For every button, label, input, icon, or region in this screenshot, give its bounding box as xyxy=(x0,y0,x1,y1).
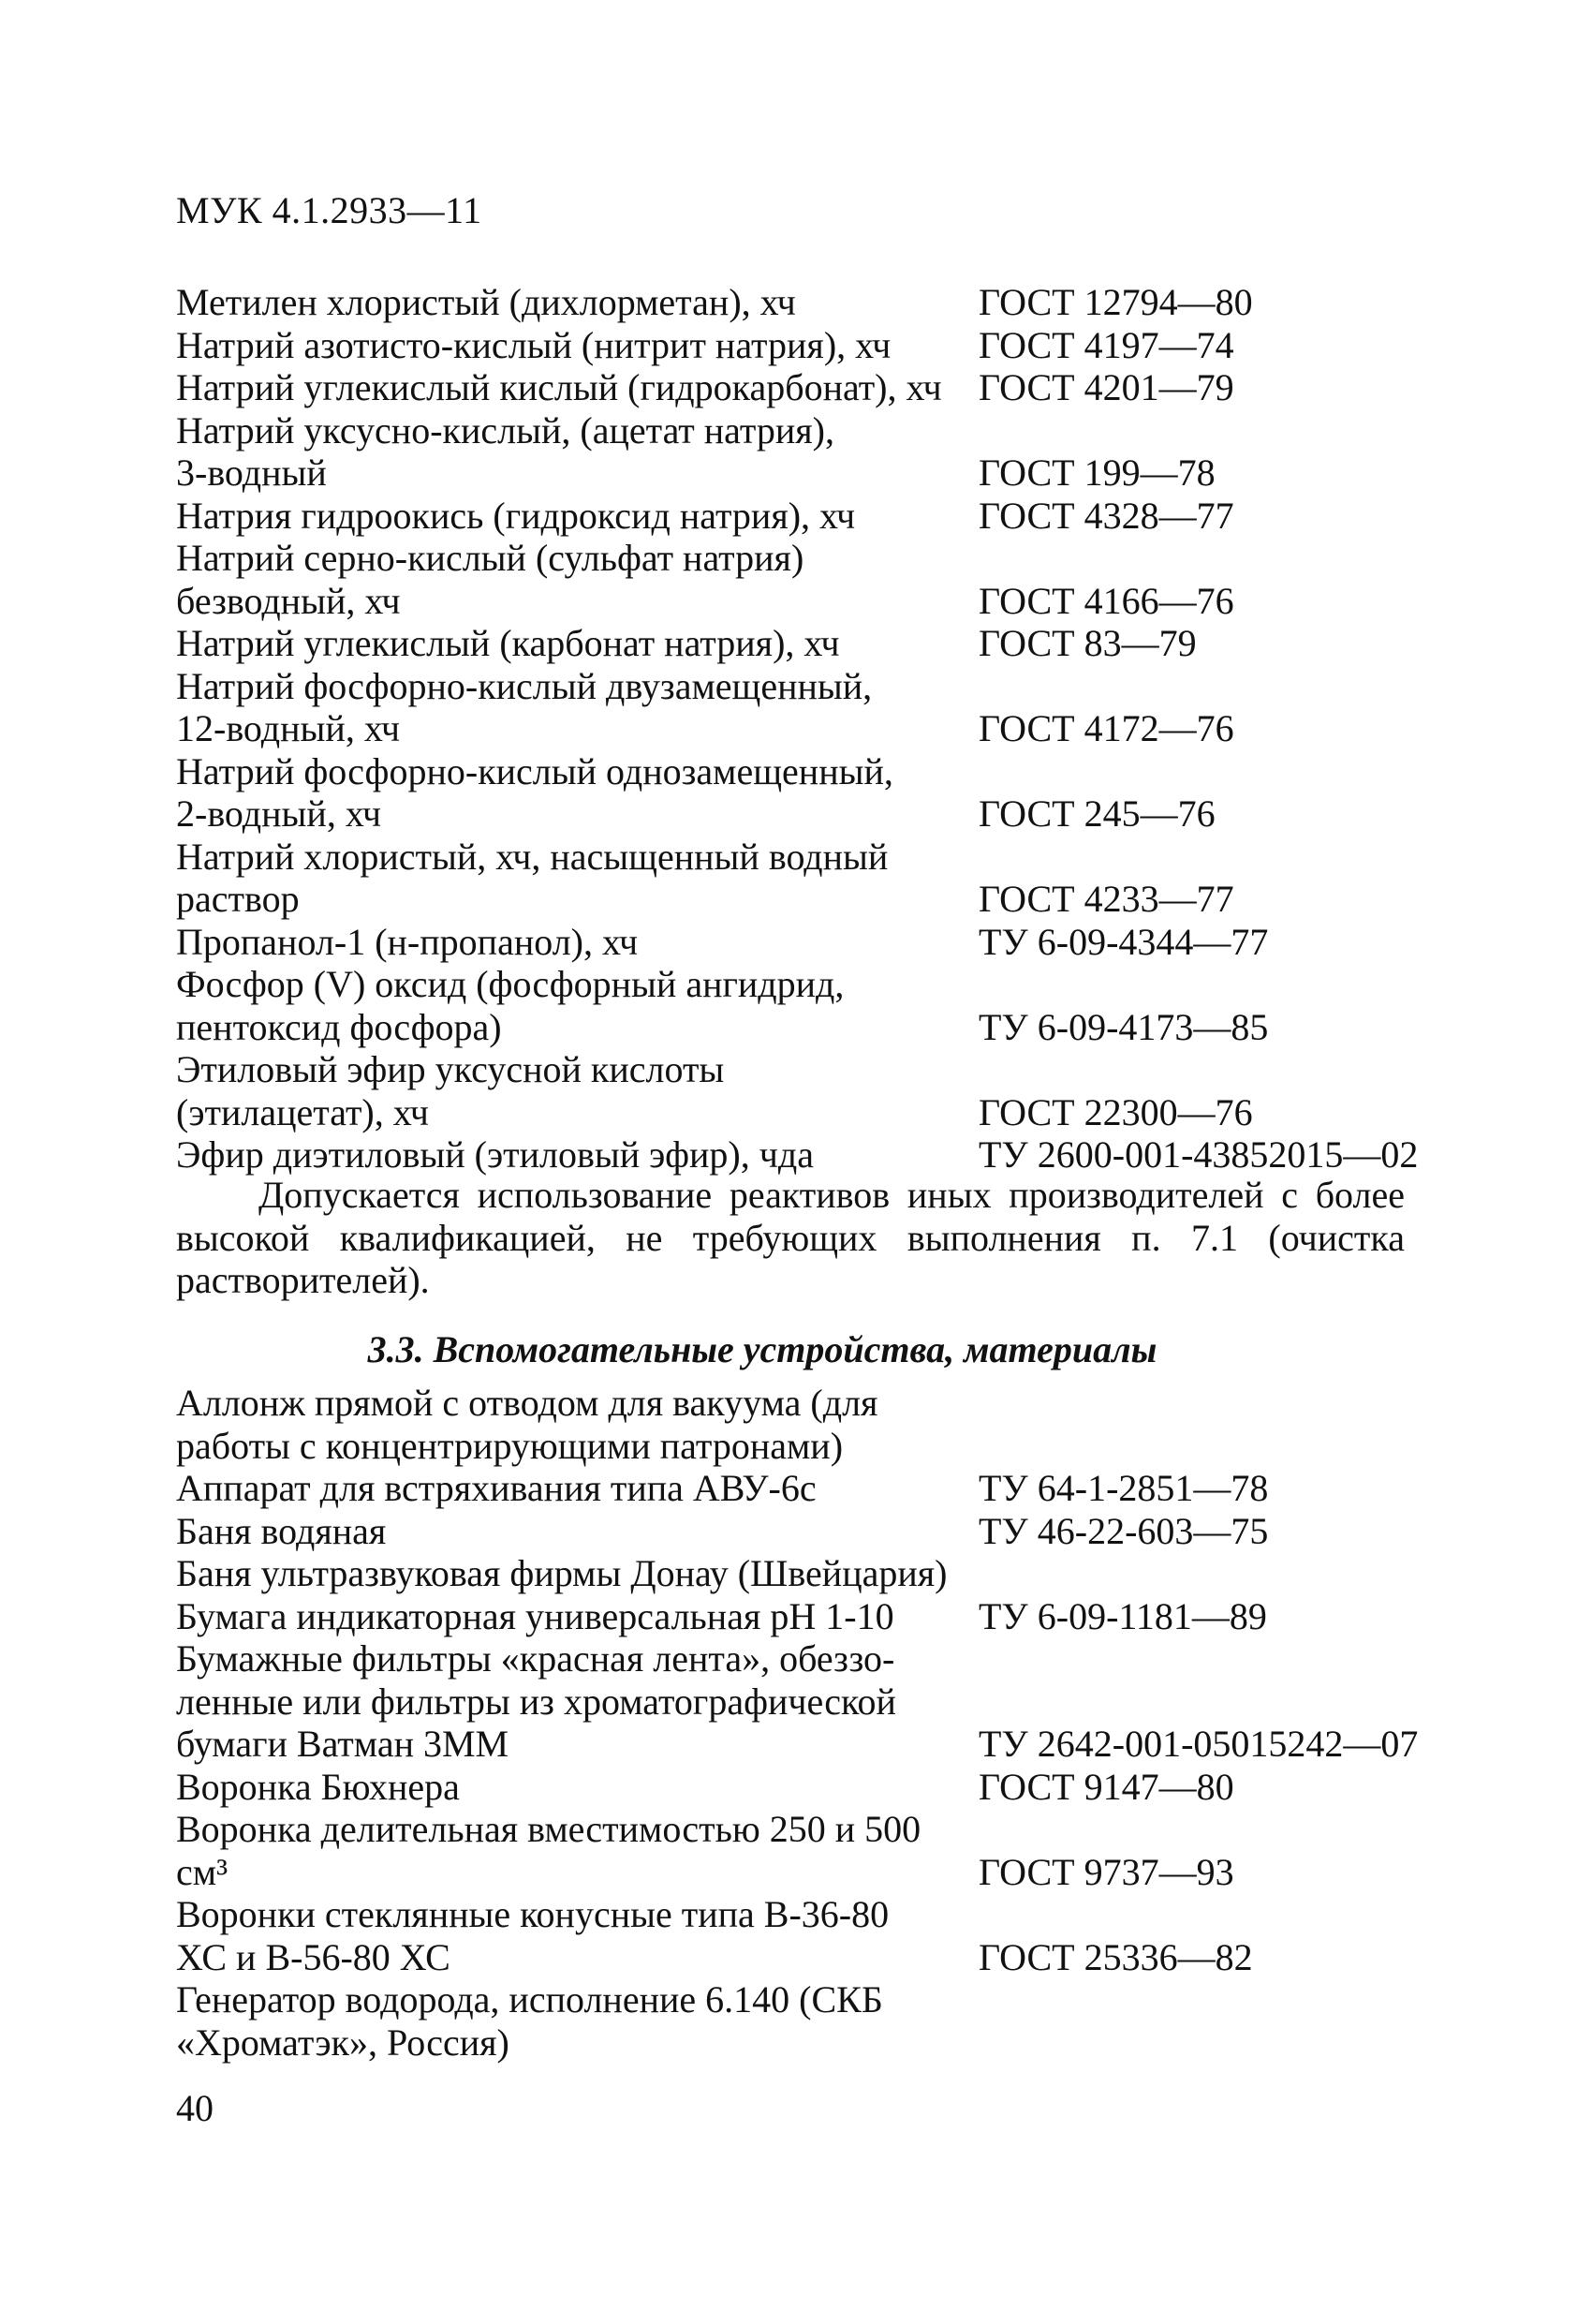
page-number: 40 xyxy=(176,2087,214,2129)
list-item xyxy=(176,836,1422,921)
item-name-line: Натрий хлористый, хч, насыщенный водный xyxy=(176,835,889,878)
note-paragraph: Допускается использование реактивов иных производителей с более высокой квалификацией, не требующих выполнения п. 7.1 (очистка растворителей). xyxy=(176,1174,1405,1301)
item-name xyxy=(176,665,979,750)
item-name xyxy=(176,1552,979,1595)
item-name-line: Натрий углекислый кислый (гидрокарбонат), хч xyxy=(176,366,942,408)
item-name xyxy=(176,1382,979,1467)
item-name xyxy=(176,750,979,836)
item-standard: ГОСТ 4328—77 xyxy=(979,494,1234,537)
item-name xyxy=(176,963,979,1048)
item-name-line: ленные или фильтры из хроматографической xyxy=(176,1680,896,1723)
item-standard: ГОСТ 4233—77 xyxy=(979,878,1234,920)
item-standard: ГОСТ 9737—93 xyxy=(979,1850,1234,1893)
item-name-line: Воронки стеклянные конусные типа В-36-80 xyxy=(176,1893,890,1935)
item-name xyxy=(176,921,979,964)
item-name-line: Аппарат для встряхивания типа АВУ-6с xyxy=(176,1467,817,1509)
item-name-line: Натрий серно-кислый (сульфат натрия) xyxy=(176,537,804,579)
list-item xyxy=(176,963,1422,1048)
item-standard: ТУ 64-1-2851—78 xyxy=(979,1467,1269,1509)
item-name-line: Натрий фосфорно-кислый однозамещенный, xyxy=(176,749,893,792)
item-name-line: ХС и В-56-80 ХС xyxy=(176,1935,450,1978)
item-name-line: Фосфор (V) оксид (фосфорный ангидрид, xyxy=(176,963,845,1005)
item-name-line: Баня водяная xyxy=(176,1509,387,1552)
item-name-line: Аллонж прямой с отводом для вакуума (для xyxy=(176,1382,878,1424)
list-item xyxy=(176,1978,1422,2064)
item-name xyxy=(176,1637,979,1766)
item-name-line: Баня ультразвуковая фирмы Донау (Швейцария) xyxy=(176,1552,948,1594)
item-standard: ГОСТ 12794—80 xyxy=(979,281,1253,323)
item-name xyxy=(176,537,979,622)
item-name xyxy=(176,1595,979,1638)
item-name xyxy=(176,1133,979,1177)
item-name-line: безводный, хч xyxy=(176,579,401,622)
list-item xyxy=(176,409,1422,495)
item-name-line: Натрий углекислый (карбонат натрия), хч xyxy=(176,622,840,664)
list-item xyxy=(176,750,1422,836)
item-name xyxy=(176,1467,979,1510)
item-standard: ТУ 6-09-1181—89 xyxy=(979,1594,1267,1637)
item-standard: ТУ 2600-001-43852015—02 xyxy=(979,1133,1419,1176)
item-standard: ТУ 2642-001-05015242—07 xyxy=(979,1723,1419,1765)
list-item xyxy=(176,366,1422,409)
list-item xyxy=(176,324,1422,367)
item-name xyxy=(176,366,979,409)
item-name-line: Натрий уксусно-кислый, (ацетат натрия), xyxy=(176,408,834,451)
list-item xyxy=(176,1595,1422,1638)
item-name-line: 12-водный, хч xyxy=(176,707,400,749)
list-item xyxy=(176,1808,1422,1893)
item-standard: ГОСТ 4172—76 xyxy=(979,707,1234,749)
list-item xyxy=(176,1637,1422,1766)
list-item xyxy=(176,1467,1422,1510)
item-name-line: Натрий азотисто-кислый (нитрит натрия), хч xyxy=(176,323,892,366)
list-item xyxy=(176,622,1422,665)
item-name-line: Этиловый эфир уксусной кислоты xyxy=(176,1048,725,1090)
list-item xyxy=(176,665,1422,750)
item-name xyxy=(176,622,979,665)
section-heading: 3.3. Вспомогательные устройства, материалы xyxy=(367,1328,1157,1370)
item-name-line: 3-водный xyxy=(176,451,327,494)
item-standard: ГОСТ 25336—82 xyxy=(979,1935,1253,1978)
item-name-line: Бумажные фильтры «красная лента», обеззо- xyxy=(176,1637,895,1680)
item-name-line: Метилен хлористый (дихлорметан), хч xyxy=(176,281,796,323)
list-item xyxy=(176,1552,1422,1595)
item-name-line: Бумага индикаторная универсальная рН 1-10 xyxy=(176,1594,894,1637)
item-standard: ГОСТ 245—76 xyxy=(979,792,1216,835)
item-name-line: Генератор водорода, исполнение 6.140 (СКБ xyxy=(176,1978,883,2021)
item-name-line: пентоксид фосфора) xyxy=(176,1005,502,1048)
item-standard: ГОСТ 22300—76 xyxy=(979,1090,1253,1133)
item-standard: ГОСТ 4197—74 xyxy=(979,323,1234,366)
reagents-list xyxy=(176,281,1422,1177)
list-item xyxy=(176,1382,1422,1467)
item-name-line: работы с концентрирующими патронами) xyxy=(176,1424,844,1467)
item-name-line: «Хроматэк», Россия) xyxy=(176,2021,509,2064)
list-item xyxy=(176,537,1422,622)
item-name xyxy=(176,1048,979,1133)
list-item xyxy=(176,281,1422,324)
item-name xyxy=(176,281,979,324)
list-item xyxy=(176,1133,1422,1177)
list-item xyxy=(176,1048,1422,1133)
item-name-line: Пропанол-1 (н-пропанол), хч xyxy=(176,920,639,963)
list-item xyxy=(176,1893,1422,1978)
item-standard: ТУ 6-09-4344—77 xyxy=(979,920,1269,963)
item-name-line: Воронка делительная вместимостью 250 и 500 см³ xyxy=(176,1808,921,1893)
item-name xyxy=(176,1510,979,1553)
page-header: МУК 4.1.2933—11 xyxy=(176,189,482,231)
item-name-line: Натрий фосфорно-кислый двузамещенный, xyxy=(176,664,873,707)
item-name xyxy=(176,1766,979,1809)
item-name xyxy=(176,1808,979,1893)
list-item xyxy=(176,1510,1422,1553)
item-name-line: (этилацетат), хч xyxy=(176,1090,429,1133)
item-name xyxy=(176,836,979,921)
list-item xyxy=(176,495,1422,538)
item-name xyxy=(176,1893,979,1978)
item-standard: ТУ 6-09-4173—85 xyxy=(979,1005,1269,1048)
item-standard: ГОСТ 199—78 xyxy=(979,451,1216,494)
item-name-line: Воронка Бюхнера xyxy=(176,1765,460,1808)
equipment-list xyxy=(176,1382,1422,2064)
item-name-line: Эфир диэтиловый (этиловый эфир), чда xyxy=(176,1133,814,1176)
item-name-line: 2-водный, хч xyxy=(176,792,381,835)
item-standard: ТУ 46-22-603—75 xyxy=(979,1509,1269,1552)
item-name xyxy=(176,324,979,367)
item-standard: ГОСТ 4166—76 xyxy=(979,579,1234,622)
item-name xyxy=(176,495,979,538)
item-standard: ГОСТ 83—79 xyxy=(979,622,1197,664)
item-standard: ГОСТ 4201—79 xyxy=(979,366,1234,408)
item-standard: ГОСТ 9147—80 xyxy=(979,1765,1234,1808)
item-name-line: бумаги Ватман 3ММ xyxy=(176,1723,509,1765)
item-name-line: раствор xyxy=(176,878,300,920)
list-item xyxy=(176,1766,1422,1809)
item-name xyxy=(176,409,979,495)
item-name-line: Натрия гидроокись (гидроксид натрия), хч xyxy=(176,494,856,537)
list-item xyxy=(176,921,1422,964)
item-name xyxy=(176,1978,979,2064)
